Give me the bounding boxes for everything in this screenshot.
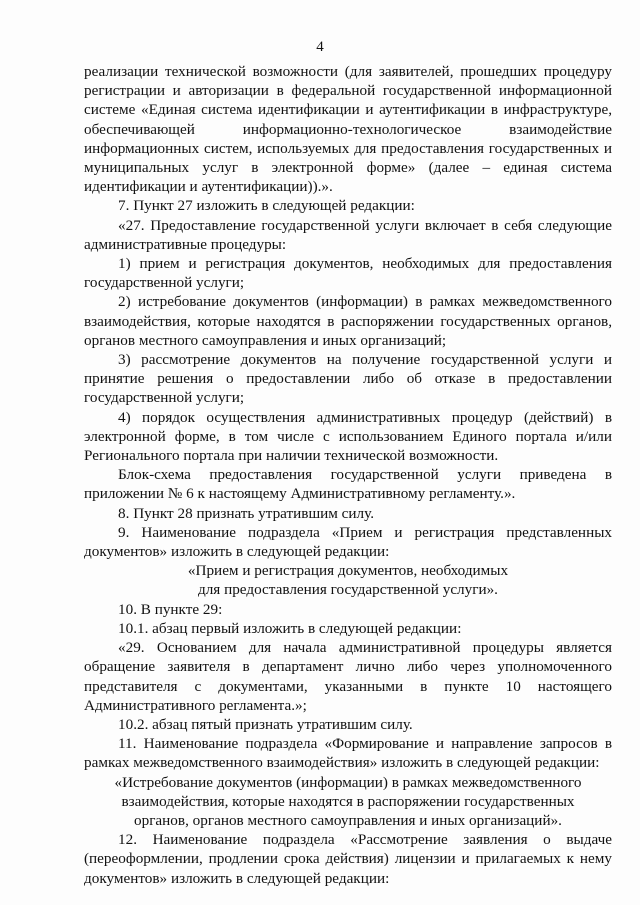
paragraph-point-29: «29. Основанием для начала административной процедуры является обращение заявителя в департамент лично либо через уполномоченного представителя с документами, указанными в пункте 10 настоящего Административного регламента.»;	[84, 639, 612, 714]
paragraph-item-12: 12. Наименование подраздела «Рассмотрение заявления о выдаче (переоформлении, продлении срока действия) лицензии и прилагаемых к нему документов» изложить в следующей редакции:	[84, 831, 612, 887]
paragraph-flowchart: Блок-схема предоставления государственной услуги приведена в приложении № 6 к настоящему Административному регламенту.».	[84, 466, 612, 503]
centered-heading-line-2: для предоставления государственной услуги».	[198, 581, 498, 599]
paragraph-item-10-1: 10.1. абзац первый изложить в следующей редакции:	[118, 619, 462, 637]
paragraph-procedure-3: 3) рассмотрение документов на получение государственной услуги и принятие решения о предоставлении либо об отказе в предоставлении государственной услуги;	[84, 351, 612, 407]
page-number: 4	[316, 39, 324, 55]
centered-heading-line-4: взаимодействия, которые находятся в распоряжении государственных	[121, 792, 575, 810]
paragraph-item-10: 10. В пункте 29:	[118, 600, 223, 618]
paragraph-item-11: 11. Наименование подраздела «Формирование и направление запросов в рамках межведомственного взаимодействия» изложить в следующей редакции:	[84, 735, 612, 772]
paragraph-item-10-2: 10.2. абзац пятый признать утратившим силу.	[118, 715, 413, 733]
paragraph-intro: реализации технической возможности (для заявителей, прошедших процедуру регистрации и авторизации в федеральной государственной информационной системе «Единая система идентификации и аутентификации в инфраструктуре, обеспечивающей информационно-технологическое взаимодействие информационных систем, используемых для предоставления государственных и муниципальных услуг в электронной форме» (далее – единая система идентификации и аутентификации)).».	[84, 63, 612, 196]
paragraph-procedure-1: 1) прием и регистрация документов, необходимых для предоставления государственной услуги;	[84, 255, 612, 292]
centered-heading-line-3: «Истребование документов (информации) в рамках межведомственного	[114, 773, 582, 791]
document-body	[84, 62, 612, 888]
paragraph-procedure-2: 2) истребование документов (информации) в рамках межведомственного взаимодействия, которые находятся в распоряжении государственных органов, органов местного самоуправления и иных организаций;	[84, 293, 612, 349]
paragraph-procedure-4: 4) порядок осуществления административных процедур (действий) в электронной форме, в том числе с использованием Единого портала и/или Регионального портала при наличии технической возможности.	[84, 408, 612, 465]
centered-heading-line-5: органов, органов местного самоуправления и иных организаций».	[134, 811, 562, 829]
centered-heading-line-1: «Прием и регистрация документов, необходимых	[187, 562, 509, 580]
paragraph-item-7: 7. Пункт 27 изложить в следующей редакции:	[118, 197, 415, 215]
paragraph-item-8: 8. Пункт 28 признать утратившим силу.	[118, 504, 374, 522]
paragraph-point-27: «27. Предоставление государственной услуги включает в себя следующие административные процедуры:	[84, 216, 612, 253]
paragraph-item-9: 9. Наименование подраздела «Прием и регистрация представленных документов» изложить в следующей редакции:	[84, 523, 612, 561]
